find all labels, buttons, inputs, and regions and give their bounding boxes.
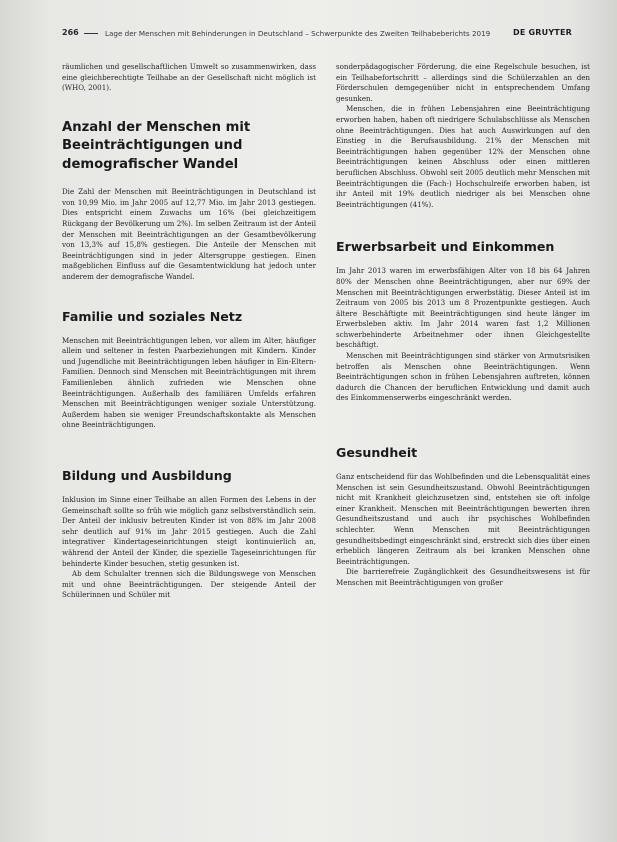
paragraph: Menschen mit Beeinträchtigungen leben, vor allem im Alter, häufiger allein und seltener in festen Paarbeziehungen mit Kindern. Kinder und Jugendliche mit Beeinträchtigungen leben häufiger in Ein-Eltern-Familien. Dennoch sind Menschen mit Beeinträchtigungen mit ihrem Familienleben ähnlich zufrieden wie Menschen ohne Beeinträchtigungen. Außerhalb des familiären Umfelds erfahren Menschen mit Beeinträchtigungen weniger soziale Unterstützung. Außerdem haben sie weniger Freundschaftskontakte als Menschen ohne Beeinträchtigungen. <box>62 335 316 430</box>
section-heading-anzahl: Anzahl der Menschen mit Beeinträchtigungen und demografischer Wandel <box>62 119 251 172</box>
paragraph: räumlichen und gesellschaftlichen Umwelt so zusammenwirken, dass eine gleichberechtigte Teilhabe an der Gesellschaft nicht möglich ist (WHO, 2001). <box>62 62 316 93</box>
section-heading-gesundheit: Gesundheit <box>336 445 418 461</box>
section-heading-erwerb: Erwerbsarbeit und Einkommen <box>336 239 555 255</box>
section-heading-bildung: Bildung und Ausbildung <box>62 467 232 483</box>
paragraph: sonderpädagogischer Förderung, die eine Regelschule besuchen, ist ein Teilhabefortschritt – allerdings sind die Schülerzahlen an den Förderschulen demgegenüber nicht in entsprechendem Umfang gesunken. <box>336 62 590 103</box>
page-number: 266 <box>62 28 79 37</box>
header-rule <box>84 33 98 34</box>
publisher-logo: DE GRUYTER <box>513 28 572 37</box>
paragraph: Im Jahr 2013 waren im erwerbsfähigen Alter von 18 bis 64 Jahren 80% der Menschen ohne Beeinträchtigungen, aber nur 69% der Menschen mit Beeinträchtigungen erwerbstätig. Dieser Anteil ist im Zeitraum von 2005 bis 2013 um 8 Prozentpunkte gestiegen. Auch ältere Beschäftigte mit Beeinträchtigungen sind heute länger im Erwerbsleben aktiv. Im Jahr 2014 waren fast 1,2 Millionen schwerbehinderte Arbeitnehmer oder ihnen Gleichgestellte beschäftigt. <box>336 266 590 350</box>
section-heading-familie: Familie und soziales Netz <box>62 308 243 324</box>
paragraph: Die barrierefreie Zugänglichkeit des Gesundheitswesens ist für Menschen mit Beeinträchtigungen von großer <box>336 567 590 587</box>
running-title: Lage der Menschen mit Behinderungen in Deutschland – Schwerpunkte des Zweiten Teilhabeberichts 2019 <box>105 29 491 38</box>
paragraph: Ab dem Schulalter trennen sich die Bildungswege von Menschen mit und ohne Beeinträchtigungen. Der steigende Anteil der Schülerinnen und Schüler mit <box>62 569 316 600</box>
right-column <box>336 62 590 589</box>
running-header <box>62 28 572 40</box>
paragraph: Inklusion im Sinne einer Teilhabe an allen Formen des Lebens in der Gemeinschaft sollte so früh wie möglich ganz selbstverständlich sein. Der Anteil der inklusiv betreuten Kinder ist von 88% im Jahr 2008 sehr deutlich auf 91% im Jahr 2015 gestiegen. Auch die Zahl integrativer Kindertageseinrichtungen steigt kontinuierlich an, während der Anteil der Kinder, die spezielle Tageseinrichtungen für behinderte Kinder besuchen, stetig gesunken ist. <box>62 494 316 568</box>
paragraph: Die Zahl der Menschen mit Beeinträchtigungen in Deutschland ist von 10,99 Mio. im Jahr 2005 auf 12,77 Mio. im Jahr 2013 gestiegen. Dies entspricht einem Zuwachs um 16% (bei gleichzeitigem Rückgang der Bevölkerung um 2%). Im selben Zeitraum ist der Anteil der Menschen mit Beeinträchtigungen an der Gesamtbevölkerung von 13,3% auf 15,8% gestiegen. Die Anteile der Menschen mit Beeinträchtigungen sind in jeder Altersgruppe gestiegen. Einen maßgeblichen Einfluss auf die Gesamtentwicklung hat jedoch unter anderem der demografische Wandel. <box>62 187 316 282</box>
paragraph: Ganz entscheidend für das Wohlbefinden und die Lebensqualität eines Menschen ist sein Gesundheitszustand. Obwohl Beeinträchtigungen nicht mit Krankheit gleichzusetzen sind, entstehen sie oft infolge einer Krankheit. Menschen mit Beeinträchtigungen bewerten ihren Gesundheitszustand und auch ihr psychisches Wohlbefinden schlechter. Wenn Menschen mit Beeinträchtigungen gesundheitsbedingt eingeschränkt sind, erstreckt sich dies über einen erheblich längeren Zeitraum als bei kranken Menschen ohne Beeinträchtigungen. <box>336 472 590 566</box>
paragraph: Menschen mit Beeinträchtigungen sind stärker von Armutsrisiken betroffen als Menschen ohne Beeinträchtigungen. Wenn Beeinträchtigungen schon in frühen Lebensjahren auftreten, können dadurch die Chancen der beruflichen Entwicklung und damit auch des Einkommenserwerbs eingeschränkt werden. <box>336 351 590 403</box>
left-column <box>62 62 316 601</box>
paragraph: Menschen, die in frühen Lebensjahren eine Beeinträchtigung erworben haben, haben oft niedrigere Schulabschlüsse als Menschen ohne Beeinträchtigungen. Dies hat auch Auswirkungen auf den Einstieg in die Berufsausbildung. 21% der Menschen mit Beeinträchtigungen haben gegenüber 12% der Menschen ohne Beeinträchtigungen keinen Abschluss oder einen mittleren beruflichen Abschluss. Obwohl seit 2005 deutlich mehr Menschen mit Beeinträchtigungen die (Fach-) Hochschulreife erworben haben, ist ihr Anteil mit 19% deutlich niedriger als bei Menschen ohne Beeinträchtigungen (41%). <box>336 104 590 209</box>
